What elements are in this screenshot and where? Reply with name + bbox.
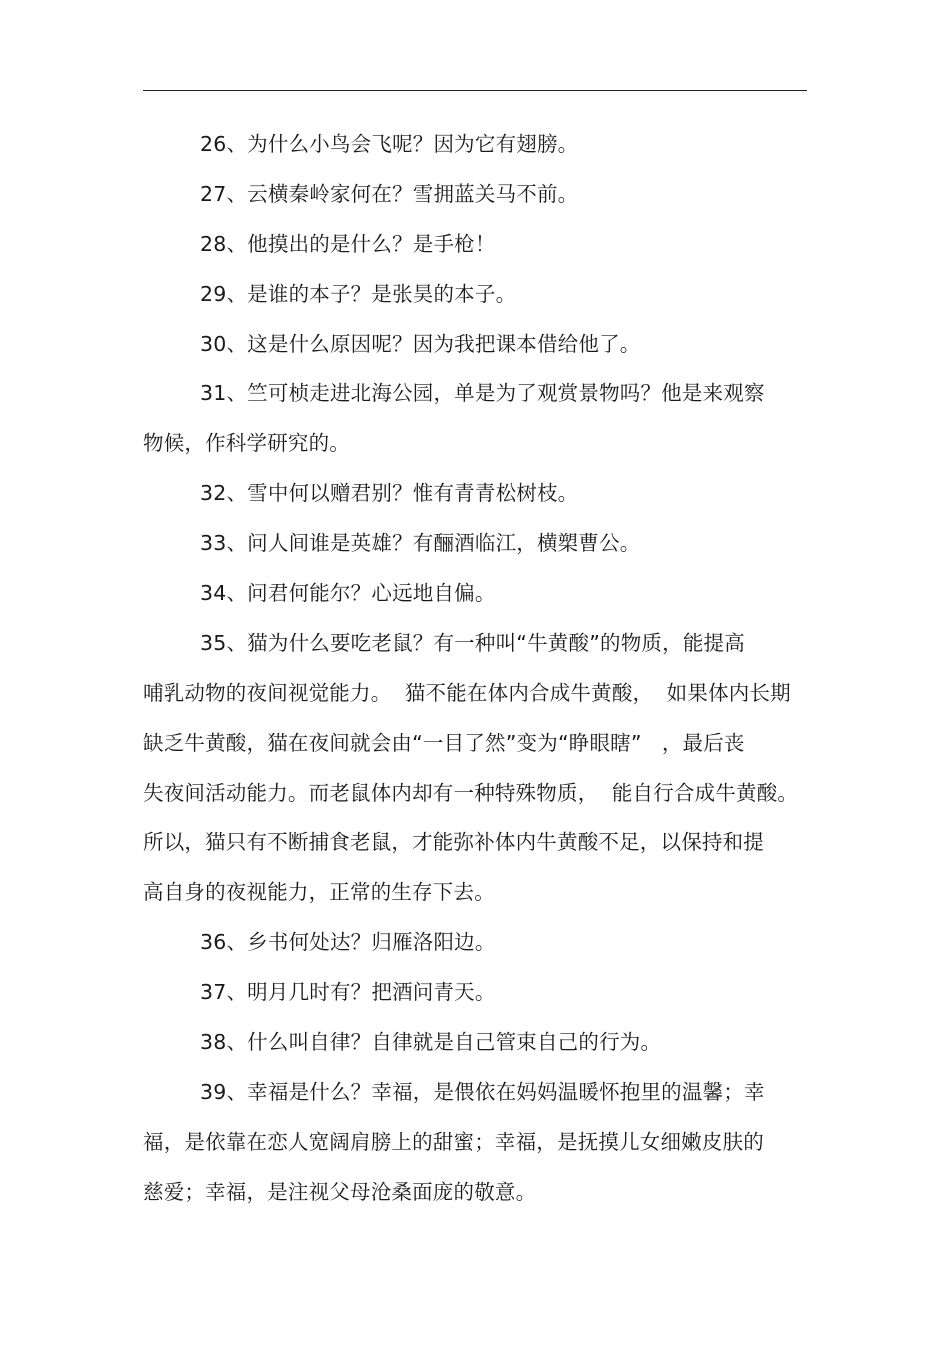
paragraph-line: 33、问人间谁是英雄？有酾酒临江，横槊曹公。	[200, 531, 641, 555]
paragraph-line: 福，是依靠在恋人宽阔肩膀上的甜蜜；幸福，是抚摸儿女细嫩皮肤的	[143, 1130, 764, 1154]
paragraph-line: 38、什么叫自律？自律就是自己管束自己的行为。	[200, 1030, 662, 1054]
paragraph-line: 30、这是什么原因呢？因为我把课本借给他了。	[200, 332, 641, 356]
paragraph-line: 27、云横秦岭家何在？雪拥蓝关马不前。	[200, 182, 579, 206]
paragraph-line: 哺乳动物的夜间视觉能力。 猫不能在体内合成牛黄酸， 如果体内长期	[143, 681, 791, 705]
paragraph-line: 39、幸福是什么？幸福，是偎依在妈妈温暖怀抱里的温馨；幸	[200, 1080, 765, 1104]
paragraph-line: 缺乏牛黄酸，猫在夜间就会由“一目了然”变为“睁眼瞎” ，最后丧	[143, 731, 745, 755]
paragraph-line: 31、竺可桢走进北海公园，单是为了观赏景物吗？他是来观察	[200, 381, 765, 405]
header-divider	[143, 90, 807, 91]
paragraph-line: 35、猫为什么要吃老鼠？有一种叫“牛黄酸”的物质，能提高	[200, 631, 745, 655]
paragraph-line: 36、乡书何处达？归雁洛阳边。	[200, 930, 496, 954]
paragraph-line: 29、是谁的本子？是张昊的本子。	[200, 282, 517, 306]
paragraph-line: 37、明月几时有？把酒问青天。	[200, 980, 496, 1004]
paragraph-line: 慈爱；幸福，是注视父母沧桑面庞的敬意。	[143, 1180, 537, 1204]
paragraph-line: 32、雪中何以赠君别？惟有青青松树枝。	[200, 481, 579, 505]
paragraph-line: 28、他摸出的是什么？是手枪！	[200, 232, 496, 256]
paragraph-line: 34、问君何能尔？心远地自偏。	[200, 581, 496, 605]
paragraph-line: 26、为什么小鸟会飞呢？因为它有翅膀。	[200, 132, 579, 156]
paragraph-line: 失夜间活动能力。而老鼠体内却有一种特殊物质， 能自行合成牛黄酸。	[143, 781, 799, 805]
paragraph-line: 高自身的夜视能力，正常的生存下去。	[143, 880, 495, 904]
paragraph-line: 物候，作科学研究的。	[143, 431, 350, 455]
paragraph-line: 所以，猫只有不断捕食老鼠，才能弥补体内牛黄酸不足，以保持和提	[143, 830, 764, 854]
